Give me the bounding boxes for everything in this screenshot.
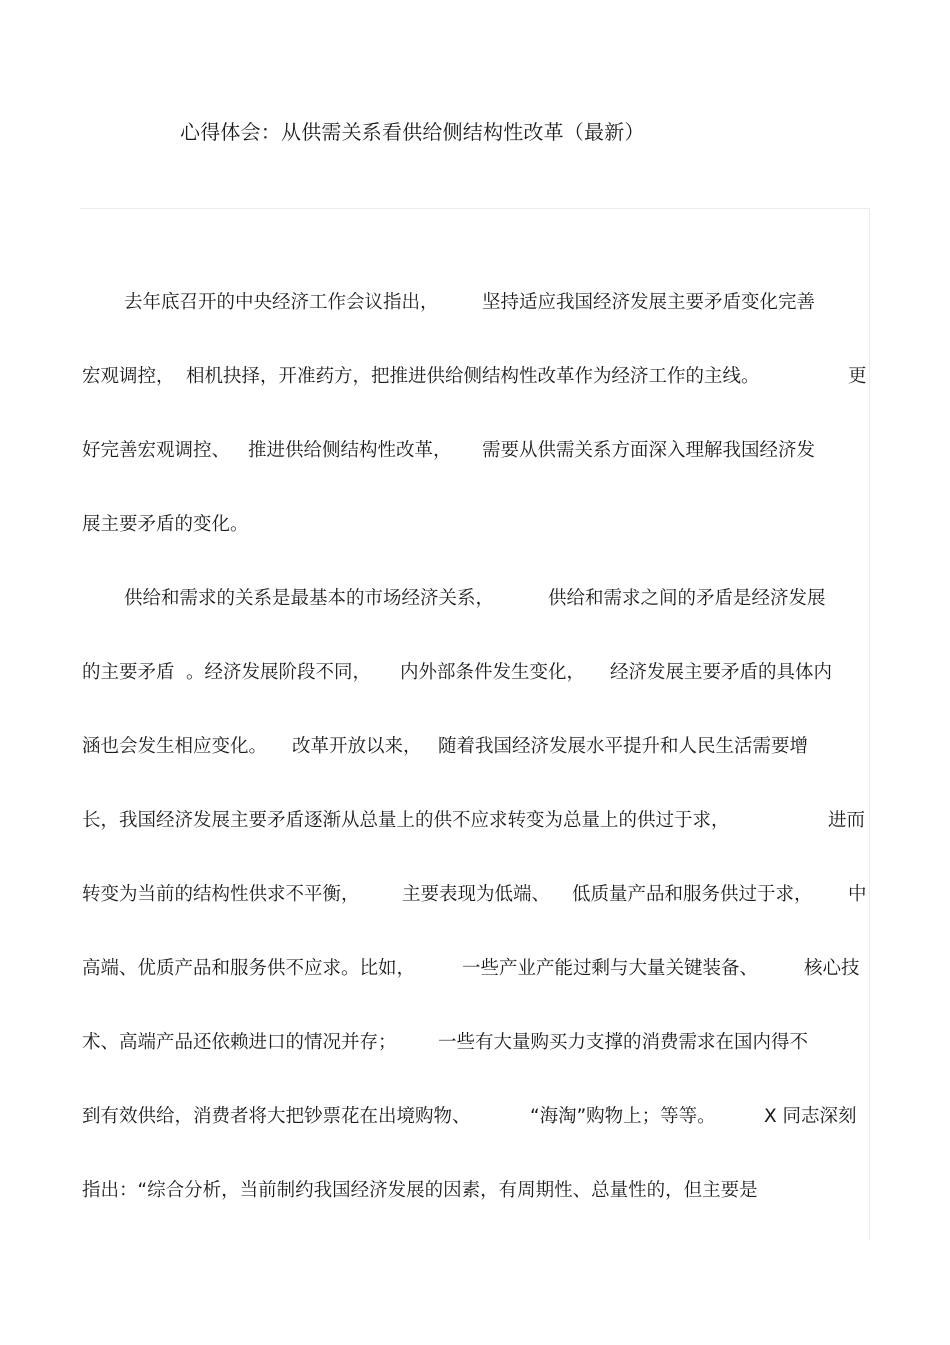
text-segment: 坚持适应我国经济发展主要矛盾变化完善 [482, 292, 816, 313]
text-segment: 中 [848, 884, 867, 905]
text-line [82, 584, 868, 614]
text-line [82, 806, 868, 836]
text-segment: 核心技 [804, 958, 860, 979]
text-segment: 指出：“综合分析，当前制约我国经济发展的因素，有周期性、总量性的，但主要是 [82, 1180, 758, 1201]
text-segment: 需要从供需关系方面深入理解我国经济发 [482, 440, 816, 461]
text-segment: 。经济发展阶段不同， [186, 662, 372, 683]
text-segment: 改革开放以来， [292, 736, 422, 757]
text-segment: 一些有大量购买力支撑的消费需求在国内得不 [438, 1032, 809, 1053]
text-segment: 供给和需求的关系是最基本的市场经济关系， [124, 588, 495, 609]
text-segment: X 同志深刻 [764, 1106, 857, 1127]
text-segment: 主要表现为低端、 [402, 884, 551, 905]
text-segment: 低质量产品和服务供过于求， [572, 884, 813, 905]
text-segment: 术、高端产品还依赖进口的情况并存； [82, 1032, 397, 1053]
text-line [82, 362, 868, 392]
text-line [82, 1102, 868, 1132]
text-segment: 展主要矛盾的变化。 [82, 514, 249, 535]
text-segment: 到有效供给，消费者将大把钞票花在出境购物、 [82, 1106, 471, 1127]
text-line [82, 436, 868, 466]
text-segment: 相机抉择，开准药方，把推进供给侧结构性改革作为经济工作的主线。 [186, 366, 760, 387]
text-line [82, 732, 868, 762]
text-segment: 宏观调控， [82, 366, 175, 387]
text-segment: 高端、优质产品和服务供不应求。比如， [82, 958, 416, 979]
text-line [82, 288, 868, 318]
header-divider [80, 208, 870, 209]
text-line [82, 1028, 868, 1058]
text-line [82, 658, 868, 688]
text-segment: 推进供给侧结构性改革， [248, 440, 452, 461]
text-segment: 经济发展主要矛盾的具体内 [610, 662, 833, 683]
text-segment: 的主要矛盾 [82, 662, 175, 683]
text-line [82, 954, 868, 984]
text-segment: 一些产业产能过剩与大量关键装备、 [462, 958, 759, 979]
text-segment: 去年底召开的中央经济工作会议指出， [124, 292, 439, 313]
text-segment: 长，我国经济发展主要矛盾逐渐从总量上的供不应求转变为总量上的供过于求， [82, 810, 730, 831]
text-segment: 更 [848, 366, 867, 387]
text-segment: “海淘”购物上；等等。 [530, 1106, 716, 1127]
text-segment: 进而 [828, 810, 866, 831]
text-line [82, 880, 868, 910]
right-margin-rule [869, 208, 870, 1240]
text-line [82, 510, 868, 540]
text-segment: 好完善宏观调控、 [82, 440, 231, 461]
text-segment: 供给和需求之间的矛盾是经济发展 [548, 588, 826, 609]
text-segment: 涵也会发生相应变化。 [82, 736, 268, 757]
document-title: 心得体会：从供需关系看供给侧结构性改革（最新） [180, 120, 645, 144]
text-segment: 随着我国经济发展水平提升和人民生活需要增 [438, 736, 809, 757]
text-segment: 转变为当前的结构性供求不平衡， [82, 884, 360, 905]
text-line [82, 1176, 868, 1206]
text-segment: 内外部条件发生变化， [400, 662, 586, 683]
